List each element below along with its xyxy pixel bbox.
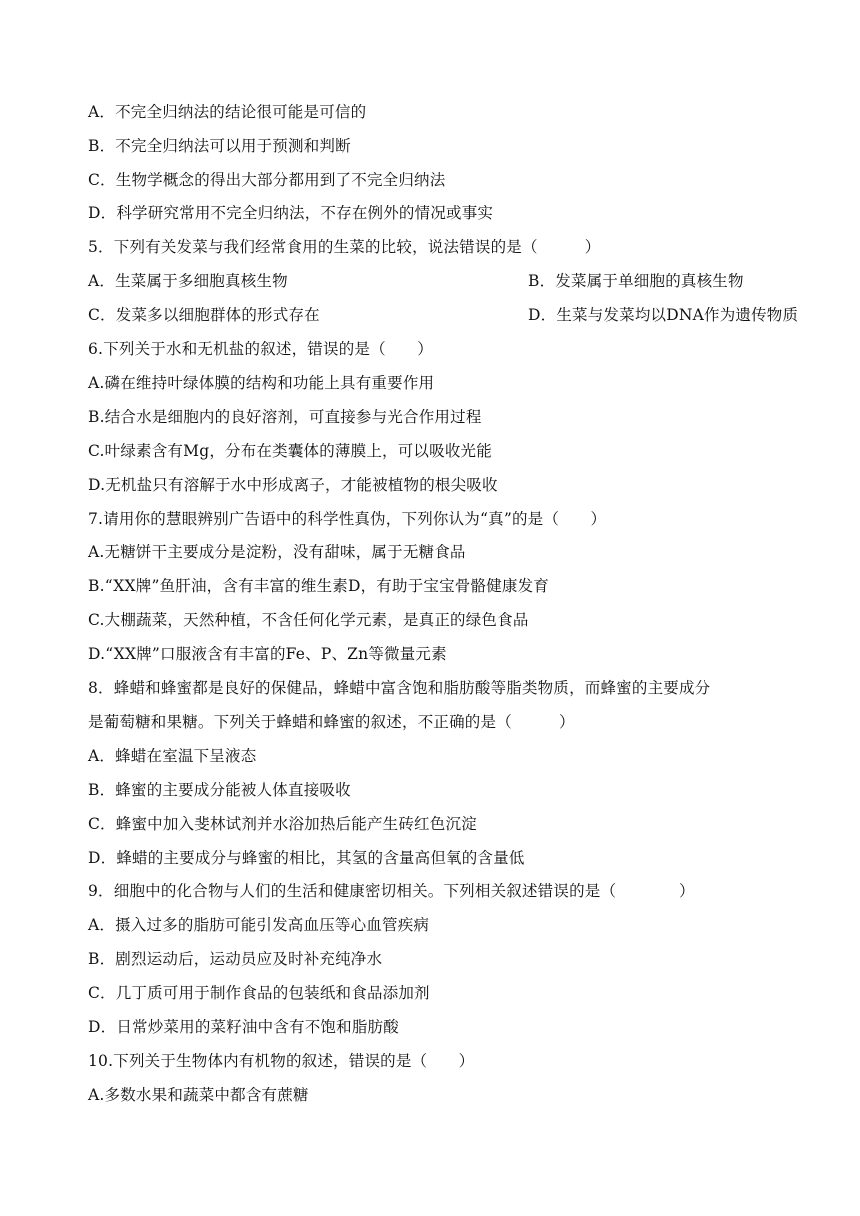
option-line: A．不完全归纳法的结论很可能是可信的 <box>88 103 367 121</box>
option-line: B．剧烈运动后，运动员应及时补充纯净水 <box>88 950 383 968</box>
option-line: A．蜂蜡在室温下呈液态 <box>88 747 257 765</box>
option-line: C.叶绿素含有Mg，分布在类囊体的薄膜上，可以吸收光能 <box>88 442 492 460</box>
option-line: A．摄入过多的脂肪可能引发高血压等心血管疾病 <box>88 916 430 934</box>
q5-option-d: D．生菜与发菜均以DNA作为遗传物质 <box>528 306 799 324</box>
option-line: C.大棚蔬菜，天然种植，不含任何化学元素，是真正的绿色食品 <box>88 611 529 629</box>
question-line-continued: 是葡萄糖和果糖。下列关于蜂蜡和蜂蜜的叙述，不正确的是（ ） <box>88 713 575 731</box>
option-line: B.结合水是细胞内的良好溶剂，可直接参与光合作用过程 <box>88 408 482 426</box>
question-line: 7.请用你的慧眼辨别广告语中的科学性真伪，下列你认为“真”的是（ ） <box>88 510 607 528</box>
option-line: D．日常炒菜用的菜籽油中含有不饱和脂肪酸 <box>88 1018 399 1036</box>
q5-option-b: B．发菜属于单细胞的真核生物 <box>528 272 744 290</box>
option-line: D．科学研究常用不完全归纳法，不存在例外的情况或事实 <box>88 204 494 222</box>
option-line: D.无机盐只有溶解于水中形成离子，才能被植物的根尖吸收 <box>88 476 498 494</box>
question-line: 9．细胞中的化合物与人们的生活和健康密切相关。下列相关叙述错误的是（ ） <box>88 882 695 900</box>
question-line: 6.下列关于水和无机盐的叙述，错误的是（ ） <box>88 340 433 358</box>
q5-options-row-1 <box>88 271 788 291</box>
option-line: C．生物学概念的得出大部分都用到了不完全归纳法 <box>88 171 446 189</box>
option-line: B．蜂蜜的主要成分能被人体直接吸收 <box>88 781 351 799</box>
option-line: A.多数水果和蔬菜中都含有蔗糖 <box>88 1086 309 1104</box>
question-line: 5．下列有关发菜与我们经常食用的生菜的比较，说法错误的是（ ） <box>88 238 601 256</box>
option-line: A.无糖饼干主要成分是淀粉，没有甜味，属于无糖食品 <box>88 543 466 561</box>
q5-option-c: C．发菜多以细胞群体的形式存在 <box>88 306 320 324</box>
option-line: C．蜂蜜中加入斐林试剂并水浴加热后能产生砖红色沉淀 <box>88 815 477 833</box>
option-line: D.“XX牌”口服液含有丰富的Fe、P、Zn等微量元素 <box>88 645 447 663</box>
option-line: A.磷在维持叶绿体膜的结构和功能上具有重要作用 <box>88 374 435 392</box>
q5-option-a: A．生菜属于多细胞真核生物 <box>88 272 288 290</box>
question-line: 8．蜂蜡和蜂蜜都是良好的保健品，蜂蜡中富含饱和脂肪酸等脂类物质，而蜂蜜的主要成分 <box>88 679 711 697</box>
option-line: B.“XX牌”鱼肝油，含有丰富的维生素D，有助于宝宝骨骼健康发育 <box>88 577 549 595</box>
option-line: D．蜂蜡的主要成分与蜂蜜的相比，其氢的含量高但氧的含量低 <box>88 849 525 867</box>
q5-options-row-2 <box>88 305 799 325</box>
option-line: C．几丁质可用于制作食品的包装纸和食品添加剂 <box>88 984 430 1002</box>
option-line: B．不完全归纳法可以用于预测和判断 <box>88 137 351 155</box>
question-line: 10.下列关于生物体内有机物的叙述，错误的是（ ） <box>88 1052 475 1070</box>
